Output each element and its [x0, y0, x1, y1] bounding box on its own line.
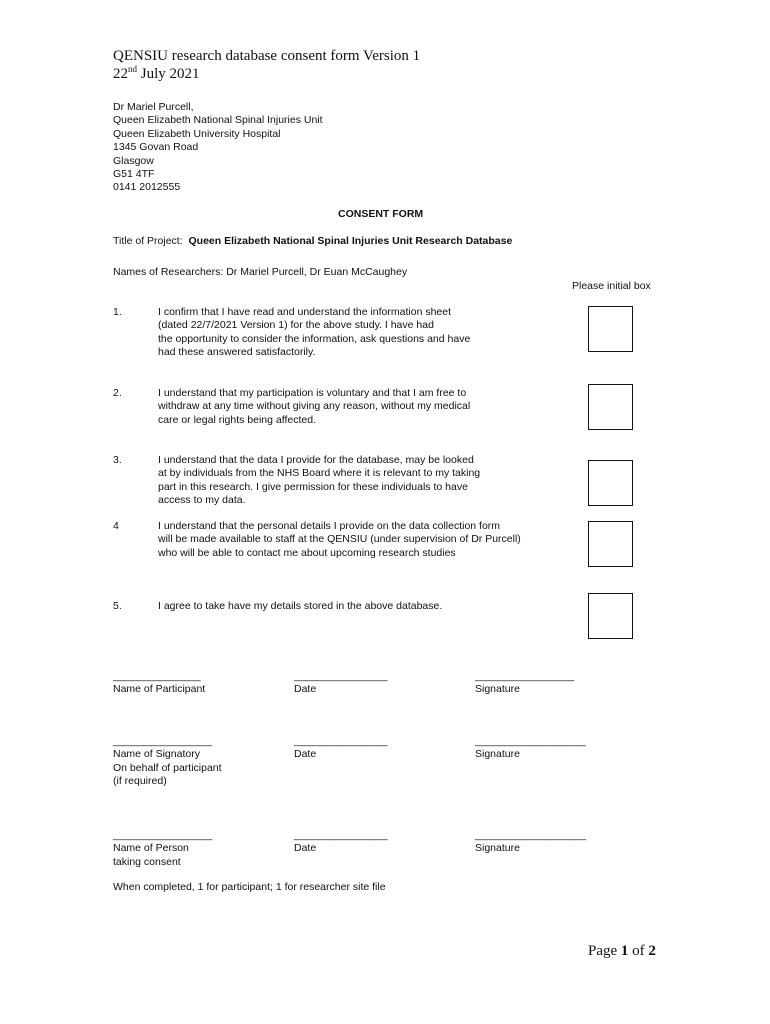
- participant-name-line[interactable]: [113, 670, 205, 697]
- statement-text: [158, 600, 442, 613]
- initial-box-2[interactable]: [588, 384, 633, 430]
- statement-line: will be made available to staff at the QENSIU (under supervision of Dr Purcell): [158, 533, 521, 546]
- field-label: Date: [294, 842, 317, 855]
- signatory-name-line[interactable]: [113, 735, 222, 789]
- field-label: Signature: [475, 683, 520, 696]
- statement-number: 5.: [113, 600, 122, 612]
- address-line: Glasgow: [113, 154, 154, 167]
- initial-box-4[interactable]: [588, 521, 633, 567]
- initial-box-1[interactable]: [588, 306, 633, 352]
- field-label: Name of Signatory: [113, 748, 200, 761]
- address-line: 1345 Govan Road: [113, 141, 199, 154]
- statement-number: 3.: [113, 454, 122, 466]
- statement-line: access to my data.: [158, 494, 246, 507]
- statement-line: I agree to take have my details stored in the above database.: [158, 600, 443, 612]
- date-month-year: July 2021: [137, 66, 200, 82]
- statement-line: withdraw at any time without giving any reason, without my medical: [158, 400, 471, 413]
- document-title: QENSIU research database consent form Version 1: [113, 48, 421, 64]
- consent-taker-date-line[interactable]: [294, 829, 387, 856]
- field-label: Date: [294, 748, 317, 761]
- statement-line: the opportunity to consider the information, ask questions and have: [158, 332, 471, 345]
- statement-number: 1.: [113, 306, 122, 318]
- statement-number: 4: [113, 520, 119, 532]
- consent-taker-signature-line[interactable]: [475, 829, 586, 856]
- completion-note: When completed, 1 for participant; 1 for researcher site file: [113, 881, 386, 893]
- field-label: Name of Person: [113, 842, 189, 855]
- field-label: Name of Participant: [113, 683, 206, 696]
- statement-line: who will be able to contact me about upcoming research studies: [158, 546, 456, 559]
- initial-box-3[interactable]: [588, 460, 633, 506]
- statement-text: [158, 387, 470, 427]
- statement-line: I understand that the data I provide for the database, may be looked: [158, 454, 474, 466]
- statement-number: 2.: [113, 387, 122, 399]
- signature-rule: ________________: [294, 829, 388, 841]
- page-number: [588, 943, 656, 959]
- field-label: Date: [294, 683, 317, 696]
- page-of: of: [628, 943, 649, 959]
- statement-text: [158, 306, 470, 360]
- signature-rule: _______________: [113, 670, 201, 682]
- page-total: 2: [648, 943, 656, 959]
- document-date: [113, 66, 200, 82]
- date-day: 22: [113, 66, 128, 82]
- field-label: taking consent: [113, 855, 181, 868]
- page-current: 1: [620, 943, 629, 959]
- participant-date-line[interactable]: [294, 670, 387, 697]
- signature-rule: ________________: [294, 670, 388, 682]
- signature-rule: _________________: [113, 829, 213, 841]
- field-label: Signature: [475, 748, 520, 761]
- participant-signature-line[interactable]: [475, 670, 574, 697]
- field-label: On behalf of participant: [113, 761, 222, 774]
- signature-rule: _________________: [113, 735, 213, 747]
- statement-line: I understand that the personal details I provide on the data collection form: [158, 520, 501, 532]
- page-prefix: Page: [588, 943, 621, 959]
- field-label: (if required): [113, 775, 167, 788]
- address-line: Queen Elizabeth University Hospital: [113, 127, 281, 140]
- signature-rule: ___________________: [475, 829, 586, 841]
- researchers-line: Names of Researchers: Dr Mariel Purcell, Dr Euan McCaughey: [113, 266, 408, 278]
- signature-rule: ________________: [294, 735, 388, 747]
- statement-line: I understand that my participation is voluntary and that I am free to: [158, 387, 467, 399]
- project-title-label: Title of Project:: [113, 235, 183, 247]
- signature-rule: _________________: [475, 670, 575, 682]
- statement-line: at by individuals from the NHS Board where it is relevant to my taking: [158, 467, 481, 480]
- project-title-value: Queen Elizabeth National Spinal Injuries Unit Research Database: [188, 235, 513, 247]
- statement-text: [158, 520, 521, 560]
- form-heading: CONSENT FORM: [338, 208, 424, 220]
- field-label: Signature: [475, 842, 520, 855]
- signature-rule: ___________________: [475, 735, 586, 747]
- initial-box-label: Please initial box: [572, 280, 651, 292]
- address-line: 0141 2012555: [113, 181, 181, 194]
- consent-taker-name-line[interactable]: [113, 829, 212, 869]
- statement-line: part in this research. I give permission for these individuals to have: [158, 480, 468, 493]
- statement-line: (dated 22/7/2021 Version 1) for the above study. I have had: [158, 319, 434, 332]
- date-suffix: nd: [128, 64, 137, 74]
- statement-line: I confirm that I have read and understand the information sheet: [158, 306, 452, 318]
- signatory-signature-line[interactable]: [475, 735, 586, 762]
- initial-box-5[interactable]: [588, 593, 633, 639]
- project-title-row: [113, 235, 512, 248]
- address-line: G51 4TF: [113, 168, 155, 181]
- statement-text: [158, 454, 480, 508]
- address-line: Queen Elizabeth National Spinal Injuries Unit: [113, 114, 323, 127]
- statement-line: had these answered satisfactorily.: [158, 346, 316, 359]
- statement-line: care or legal rights being affected.: [158, 413, 316, 426]
- address-line: Dr Mariel Purcell,: [113, 101, 194, 113]
- signatory-date-line[interactable]: [294, 735, 387, 762]
- address-block: [113, 101, 323, 195]
